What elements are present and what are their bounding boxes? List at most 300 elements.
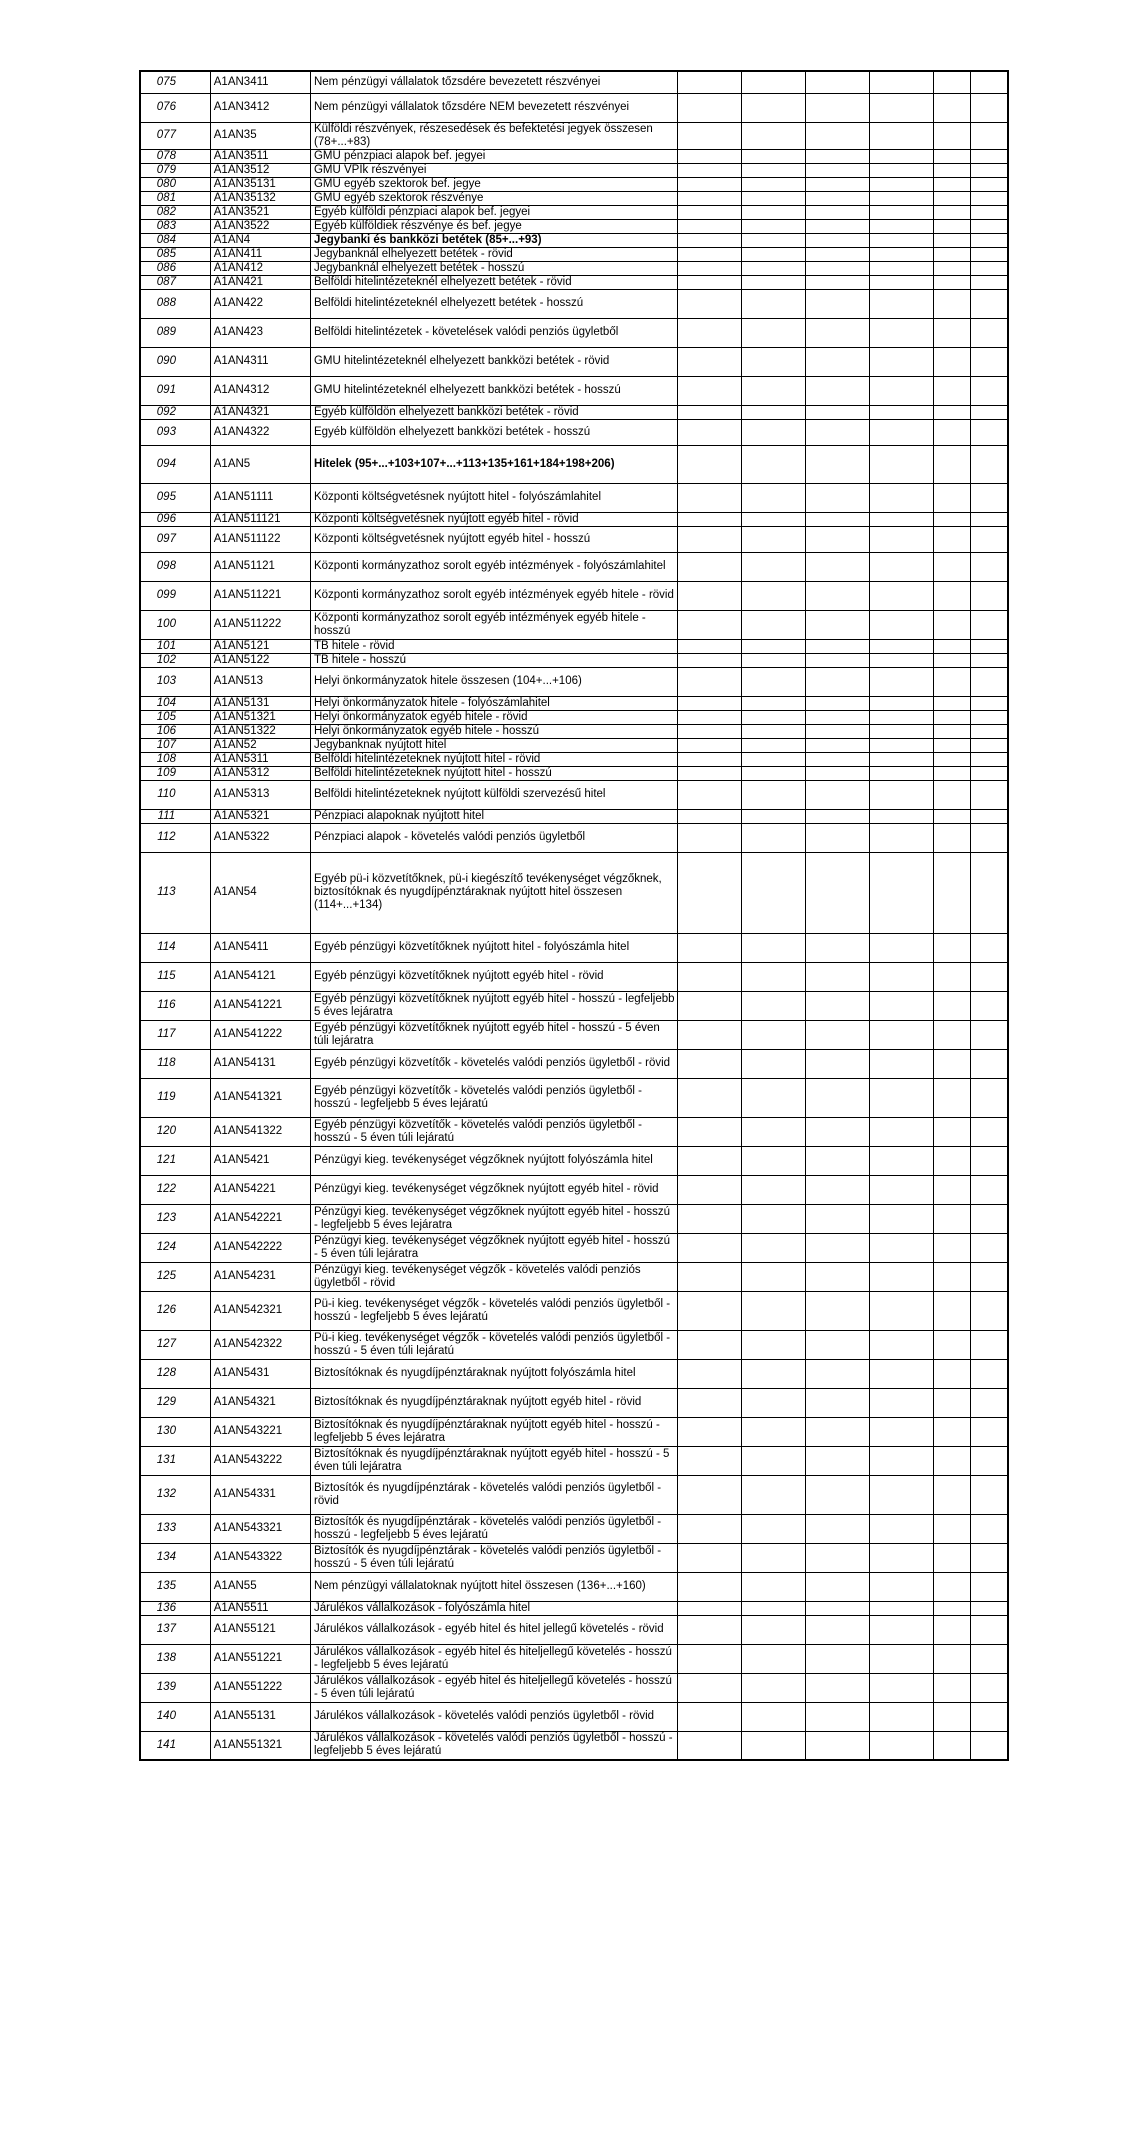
table-row xyxy=(140,1572,1008,1601)
empty-value-cell xyxy=(971,347,1008,376)
empty-value-cell xyxy=(805,247,869,261)
empty-value-cell xyxy=(870,1117,934,1146)
empty-value-cell xyxy=(741,1601,805,1615)
empty-value-cell xyxy=(677,526,741,552)
empty-value-cell xyxy=(870,1615,934,1644)
row-code: A1AN55121 xyxy=(210,1615,310,1644)
empty-value-cell xyxy=(971,512,1008,526)
table-row xyxy=(140,347,1008,376)
empty-value-cell xyxy=(934,318,971,347)
empty-value-cell xyxy=(934,233,971,247)
empty-value-cell xyxy=(870,191,934,205)
empty-value-cell xyxy=(741,1020,805,1049)
row-code: A1AN541322 xyxy=(210,1117,310,1146)
empty-value-cell xyxy=(741,1731,805,1760)
row-description: Járulékos vállalkozások - egyéb hitel és hiteljellegű követelés - hosszú - 5 éven túli lejáratú xyxy=(310,1673,677,1702)
empty-value-cell xyxy=(934,191,971,205)
empty-value-cell xyxy=(677,724,741,738)
table-row xyxy=(140,1731,1008,1760)
empty-value-cell xyxy=(741,445,805,483)
empty-value-cell xyxy=(971,552,1008,581)
empty-value-cell xyxy=(870,1204,934,1233)
table-row xyxy=(140,667,1008,696)
empty-value-cell xyxy=(971,1233,1008,1262)
row-number: 090 xyxy=(140,347,210,376)
table-row xyxy=(140,724,1008,738)
row-number: 112 xyxy=(140,823,210,852)
table-row xyxy=(140,1233,1008,1262)
empty-value-cell xyxy=(870,275,934,289)
empty-value-cell xyxy=(870,1020,934,1049)
empty-value-cell xyxy=(805,991,869,1020)
empty-value-cell xyxy=(971,483,1008,512)
row-code: A1AN51121 xyxy=(210,552,310,581)
row-code: A1AN3412 xyxy=(210,93,310,122)
empty-value-cell xyxy=(805,376,869,405)
empty-value-cell xyxy=(805,512,869,526)
empty-value-cell xyxy=(677,1615,741,1644)
empty-value-cell xyxy=(971,809,1008,823)
table-row xyxy=(140,526,1008,552)
empty-value-cell xyxy=(805,1417,869,1446)
empty-value-cell xyxy=(805,1572,869,1601)
row-code: A1AN3522 xyxy=(210,219,310,233)
empty-value-cell xyxy=(971,1543,1008,1572)
table-row xyxy=(140,1146,1008,1175)
row-code: A1AN55 xyxy=(210,1572,310,1601)
empty-value-cell xyxy=(677,122,741,149)
table-row xyxy=(140,823,1008,852)
row-number: 119 xyxy=(140,1078,210,1117)
empty-value-cell xyxy=(805,823,869,852)
empty-value-cell xyxy=(677,419,741,445)
empty-value-cell xyxy=(805,552,869,581)
row-code: A1AN411 xyxy=(210,247,310,261)
row-number: 086 xyxy=(140,261,210,275)
empty-value-cell xyxy=(934,991,971,1020)
empty-value-cell xyxy=(934,724,971,738)
empty-value-cell xyxy=(971,1572,1008,1601)
empty-value-cell xyxy=(677,347,741,376)
row-code: A1AN412 xyxy=(210,261,310,275)
empty-value-cell xyxy=(971,610,1008,639)
row-description: Külföldi részvények, részesedések és befektetési jegyek összesen (78+...+83) xyxy=(310,122,677,149)
empty-value-cell xyxy=(677,275,741,289)
empty-value-cell xyxy=(934,1049,971,1078)
empty-value-cell xyxy=(870,766,934,780)
row-description: Egyéb pénzügyi közvetítőknek nyújtott hitel - folyószámla hitel xyxy=(310,933,677,962)
table-row xyxy=(140,93,1008,122)
empty-value-cell xyxy=(741,247,805,261)
empty-value-cell xyxy=(934,1020,971,1049)
empty-value-cell xyxy=(741,724,805,738)
empty-value-cell xyxy=(677,710,741,724)
row-number: 128 xyxy=(140,1359,210,1388)
empty-value-cell xyxy=(741,376,805,405)
table-row xyxy=(140,419,1008,445)
row-code: A1AN4 xyxy=(210,233,310,247)
row-code: A1AN542221 xyxy=(210,1204,310,1233)
empty-value-cell xyxy=(677,71,741,93)
empty-value-cell xyxy=(934,1117,971,1146)
table-row xyxy=(140,289,1008,318)
empty-value-cell xyxy=(934,1514,971,1543)
empty-value-cell xyxy=(741,752,805,766)
empty-value-cell xyxy=(805,289,869,318)
empty-value-cell xyxy=(741,289,805,318)
empty-value-cell xyxy=(677,962,741,991)
empty-value-cell xyxy=(971,1615,1008,1644)
empty-value-cell xyxy=(971,766,1008,780)
empty-value-cell xyxy=(805,1233,869,1262)
empty-value-cell xyxy=(934,483,971,512)
empty-value-cell xyxy=(805,93,869,122)
row-number: 093 xyxy=(140,419,210,445)
row-code: A1AN5511 xyxy=(210,1601,310,1615)
empty-value-cell xyxy=(741,738,805,752)
empty-value-cell xyxy=(971,1359,1008,1388)
empty-value-cell xyxy=(805,852,869,933)
empty-value-cell xyxy=(741,1117,805,1146)
empty-value-cell xyxy=(677,696,741,710)
table-row xyxy=(140,512,1008,526)
empty-value-cell xyxy=(677,738,741,752)
empty-value-cell xyxy=(741,1702,805,1731)
empty-value-cell xyxy=(971,1731,1008,1760)
row-description: Pü-i kieg. tevékenységet végzők - követelés valódi penziós ügyletből - hosszú - 5 éven túli lejáratú xyxy=(310,1330,677,1359)
empty-value-cell xyxy=(805,1049,869,1078)
row-code: A1AN54131 xyxy=(210,1049,310,1078)
empty-value-cell xyxy=(971,962,1008,991)
empty-value-cell xyxy=(741,710,805,724)
row-number: 101 xyxy=(140,639,210,653)
row-code: A1AN551221 xyxy=(210,1644,310,1673)
empty-value-cell xyxy=(971,445,1008,483)
empty-value-cell xyxy=(934,710,971,724)
row-number: 140 xyxy=(140,1702,210,1731)
table-row xyxy=(140,738,1008,752)
empty-value-cell xyxy=(677,1020,741,1049)
empty-value-cell xyxy=(805,405,869,419)
empty-value-cell xyxy=(971,738,1008,752)
row-code: A1AN422 xyxy=(210,289,310,318)
row-description: Egyéb külföldön elhelyezett bankközi betétek - rövid xyxy=(310,405,677,419)
empty-value-cell xyxy=(741,1330,805,1359)
row-number: 138 xyxy=(140,1644,210,1673)
row-description: Nem pénzügyi vállalatoknak nyújtott hitel összesen (136+...+160) xyxy=(310,1572,677,1601)
row-code: A1AN4312 xyxy=(210,376,310,405)
empty-value-cell xyxy=(741,1572,805,1601)
empty-value-cell xyxy=(741,205,805,219)
row-description: Jegybanknál elhelyezett betétek - hosszú xyxy=(310,261,677,275)
empty-value-cell xyxy=(741,275,805,289)
row-number: 079 xyxy=(140,163,210,177)
row-code: A1AN5322 xyxy=(210,823,310,852)
row-description: Pénzpiaci alapoknak nyújtott hitel xyxy=(310,809,677,823)
row-number: 083 xyxy=(140,219,210,233)
empty-value-cell xyxy=(971,933,1008,962)
empty-value-cell xyxy=(741,667,805,696)
empty-value-cell xyxy=(971,1078,1008,1117)
row-code: A1AN541222 xyxy=(210,1020,310,1049)
table-row xyxy=(140,752,1008,766)
row-code: A1AN511221 xyxy=(210,581,310,610)
empty-value-cell xyxy=(805,1601,869,1615)
empty-value-cell xyxy=(805,275,869,289)
row-number: 139 xyxy=(140,1673,210,1702)
empty-value-cell xyxy=(870,1049,934,1078)
empty-value-cell xyxy=(741,122,805,149)
empty-value-cell xyxy=(870,1572,934,1601)
empty-value-cell xyxy=(805,149,869,163)
row-number: 126 xyxy=(140,1291,210,1330)
empty-value-cell xyxy=(870,526,934,552)
row-number: 113 xyxy=(140,852,210,933)
row-code: A1AN5131 xyxy=(210,696,310,710)
empty-value-cell xyxy=(677,1330,741,1359)
empty-value-cell xyxy=(971,122,1008,149)
empty-value-cell xyxy=(934,552,971,581)
row-number: 100 xyxy=(140,610,210,639)
empty-value-cell xyxy=(741,1446,805,1475)
empty-value-cell xyxy=(934,1572,971,1601)
empty-value-cell xyxy=(870,1543,934,1572)
empty-value-cell xyxy=(677,1049,741,1078)
row-code: A1AN543322 xyxy=(210,1543,310,1572)
empty-value-cell xyxy=(934,289,971,318)
empty-value-cell xyxy=(805,1204,869,1233)
empty-value-cell xyxy=(677,205,741,219)
empty-value-cell xyxy=(741,93,805,122)
empty-value-cell xyxy=(870,1330,934,1359)
empty-value-cell xyxy=(741,1233,805,1262)
empty-value-cell xyxy=(677,1601,741,1615)
row-number: 118 xyxy=(140,1049,210,1078)
empty-value-cell xyxy=(971,205,1008,219)
empty-value-cell xyxy=(677,752,741,766)
row-code: A1AN5312 xyxy=(210,766,310,780)
empty-value-cell xyxy=(677,149,741,163)
empty-value-cell xyxy=(934,933,971,962)
row-code: A1AN5411 xyxy=(210,933,310,962)
empty-value-cell xyxy=(677,1543,741,1572)
row-description: Járulékos vállalkozások - egyéb hitel és hiteljellegű követelés - hosszú - legfeljebb 5 éves lejáratú xyxy=(310,1644,677,1673)
empty-value-cell xyxy=(971,177,1008,191)
table-row xyxy=(140,1475,1008,1514)
empty-value-cell xyxy=(971,780,1008,809)
row-description: Pénzügyi kieg. tevékenységet végzőknek nyújtott egyéb hitel - rövid xyxy=(310,1175,677,1204)
row-code: A1AN3521 xyxy=(210,205,310,219)
row-description: Biztosítóknak és nyugdíjpénztáraknak nyújtott egyéb hitel - rövid xyxy=(310,1388,677,1417)
empty-value-cell xyxy=(870,1673,934,1702)
table-row xyxy=(140,177,1008,191)
empty-value-cell xyxy=(741,823,805,852)
table-row xyxy=(140,149,1008,163)
empty-value-cell xyxy=(971,653,1008,667)
row-description: Biztosítóknak és nyugdíjpénztáraknak nyújtott egyéb hitel - hosszú - 5 éven túli lejáratra xyxy=(310,1446,677,1475)
empty-value-cell xyxy=(741,419,805,445)
row-code: A1AN3512 xyxy=(210,163,310,177)
empty-value-cell xyxy=(870,780,934,809)
empty-value-cell xyxy=(971,1417,1008,1446)
empty-value-cell xyxy=(741,261,805,275)
table-row xyxy=(140,1388,1008,1417)
empty-value-cell xyxy=(971,163,1008,177)
empty-value-cell xyxy=(971,710,1008,724)
empty-value-cell xyxy=(805,71,869,93)
row-code: A1AN5431 xyxy=(210,1359,310,1388)
empty-value-cell xyxy=(971,376,1008,405)
table-row xyxy=(140,1417,1008,1446)
row-number: 121 xyxy=(140,1146,210,1175)
empty-value-cell xyxy=(971,1175,1008,1204)
empty-value-cell xyxy=(677,318,741,347)
table-row xyxy=(140,1049,1008,1078)
empty-value-cell xyxy=(870,1514,934,1543)
row-number: 114 xyxy=(140,933,210,962)
table-row xyxy=(140,247,1008,261)
empty-value-cell xyxy=(677,1291,741,1330)
table-row xyxy=(140,552,1008,581)
row-number: 117 xyxy=(140,1020,210,1049)
empty-value-cell xyxy=(677,581,741,610)
empty-value-cell xyxy=(971,852,1008,933)
empty-value-cell xyxy=(870,1417,934,1446)
empty-value-cell xyxy=(677,289,741,318)
empty-value-cell xyxy=(741,581,805,610)
empty-value-cell xyxy=(870,991,934,1020)
empty-value-cell xyxy=(805,766,869,780)
empty-value-cell xyxy=(677,405,741,419)
row-description: Belföldi hitelintézeteknél elhelyezett betétek - hosszú xyxy=(310,289,677,318)
row-code: A1AN54 xyxy=(210,852,310,933)
row-number: 110 xyxy=(140,780,210,809)
row-code: A1AN51322 xyxy=(210,724,310,738)
empty-value-cell xyxy=(934,610,971,639)
empty-value-cell xyxy=(934,752,971,766)
empty-value-cell xyxy=(934,581,971,610)
empty-value-cell xyxy=(805,1078,869,1117)
empty-value-cell xyxy=(934,1233,971,1262)
row-number: 097 xyxy=(140,526,210,552)
empty-value-cell xyxy=(934,177,971,191)
table-row xyxy=(140,1204,1008,1233)
row-number: 132 xyxy=(140,1475,210,1514)
empty-value-cell xyxy=(934,445,971,483)
empty-value-cell xyxy=(934,1204,971,1233)
row-description: Járulékos vállalkozások - folyószámla hitel xyxy=(310,1601,677,1615)
empty-value-cell xyxy=(934,1475,971,1514)
table-row xyxy=(140,653,1008,667)
table-row xyxy=(140,639,1008,653)
empty-value-cell xyxy=(870,1601,934,1615)
empty-value-cell xyxy=(677,261,741,275)
empty-value-cell xyxy=(805,191,869,205)
row-description: Központi kormányzathoz sorolt egyéb intézmények egyéb hitele - rövid xyxy=(310,581,677,610)
empty-value-cell xyxy=(677,1731,741,1760)
row-number: 102 xyxy=(140,653,210,667)
row-code: A1AN3511 xyxy=(210,149,310,163)
table-row xyxy=(140,1543,1008,1572)
empty-value-cell xyxy=(870,1702,934,1731)
empty-value-cell xyxy=(805,933,869,962)
empty-value-cell xyxy=(934,1359,971,1388)
row-description: Egyéb pénzügyi közvetítők - követelés valódi penziós ügyletből - hosszú - legfeljebb 5 éves lejáratú xyxy=(310,1078,677,1117)
table-row xyxy=(140,1446,1008,1475)
empty-value-cell xyxy=(805,1330,869,1359)
empty-value-cell xyxy=(677,1359,741,1388)
empty-value-cell xyxy=(741,163,805,177)
empty-value-cell xyxy=(870,512,934,526)
row-code: A1AN3411 xyxy=(210,71,310,93)
empty-value-cell xyxy=(934,852,971,933)
row-number: 137 xyxy=(140,1615,210,1644)
row-number: 099 xyxy=(140,581,210,610)
empty-value-cell xyxy=(870,219,934,233)
empty-value-cell xyxy=(870,552,934,581)
empty-value-cell xyxy=(934,823,971,852)
table-row xyxy=(140,205,1008,219)
table-row xyxy=(140,581,1008,610)
empty-value-cell xyxy=(870,233,934,247)
empty-value-cell xyxy=(971,1514,1008,1543)
empty-value-cell xyxy=(677,1146,741,1175)
empty-value-cell xyxy=(805,610,869,639)
empty-value-cell xyxy=(741,149,805,163)
empty-value-cell xyxy=(741,483,805,512)
empty-value-cell xyxy=(805,419,869,445)
empty-value-cell xyxy=(971,1146,1008,1175)
empty-value-cell xyxy=(677,852,741,933)
table-row xyxy=(140,71,1008,93)
empty-value-cell xyxy=(934,149,971,163)
table-row xyxy=(140,809,1008,823)
empty-value-cell xyxy=(677,1117,741,1146)
row-code: A1AN551321 xyxy=(210,1731,310,1760)
row-number: 133 xyxy=(140,1514,210,1543)
table-row xyxy=(140,122,1008,149)
empty-value-cell xyxy=(934,122,971,149)
empty-value-cell xyxy=(971,289,1008,318)
row-description: Egyéb külföldön elhelyezett bankközi betétek - hosszú xyxy=(310,419,677,445)
row-code: A1AN5122 xyxy=(210,653,310,667)
row-description: Biztosítók és nyugdíjpénztárak - követelés valódi penziós ügyletből - hosszú - 5 éven túli lejáratú xyxy=(310,1543,677,1572)
empty-value-cell xyxy=(741,1049,805,1078)
empty-value-cell xyxy=(741,526,805,552)
table-row xyxy=(140,1359,1008,1388)
row-number: 103 xyxy=(140,667,210,696)
row-number: 091 xyxy=(140,376,210,405)
row-number: 096 xyxy=(140,512,210,526)
row-description: Biztosítóknak és nyugdíjpénztáraknak nyújtott egyéb hitel - hosszú - legfeljebb 5 éves lejáratra xyxy=(310,1417,677,1446)
empty-value-cell xyxy=(677,653,741,667)
empty-value-cell xyxy=(934,275,971,289)
row-code: A1AN54121 xyxy=(210,962,310,991)
empty-value-cell xyxy=(805,445,869,483)
empty-value-cell xyxy=(677,512,741,526)
table-row xyxy=(140,191,1008,205)
empty-value-cell xyxy=(741,1644,805,1673)
empty-value-cell xyxy=(677,1572,741,1601)
empty-value-cell xyxy=(677,1262,741,1291)
empty-value-cell xyxy=(971,1330,1008,1359)
row-code: A1AN421 xyxy=(210,275,310,289)
empty-value-cell xyxy=(677,809,741,823)
empty-value-cell xyxy=(971,1117,1008,1146)
empty-value-cell xyxy=(971,1049,1008,1078)
table-row xyxy=(140,1330,1008,1359)
table-row xyxy=(140,1020,1008,1049)
